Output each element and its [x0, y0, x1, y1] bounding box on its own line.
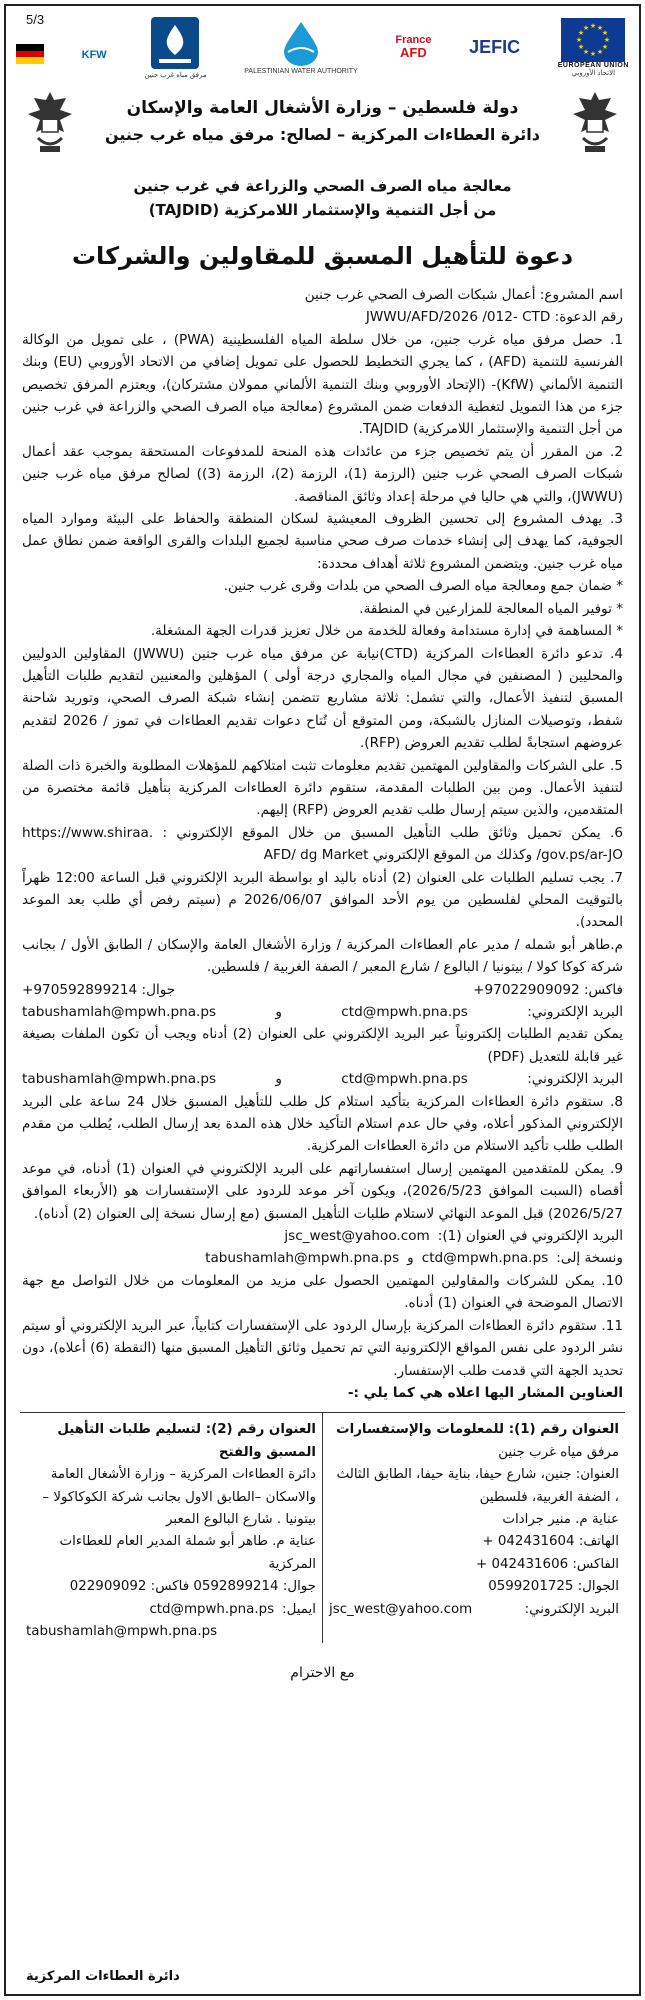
svg-text:★: ★	[578, 28, 585, 37]
email-link[interactable]: tabushamlah@mpwh.pna.ps	[26, 1623, 218, 1639]
paragraph-1: 1. حصل مرفق مياه غرب جنين، من خلال سلطة المياه الفلسطينية (PWA) ، على تمويل من الوكالة الفرنسية للتنمية (AFD) ، كما يجري التخطيط للحصول على تمويل إضافي من الاتحاد الأوروبي (EU) وبنك التنمية الألماني (KfW)- (الإتحاد الأوروبي وبنك التنمية الألماني ممولان مشتركان)، ويعتزم المرفق تخصيص جزء من هذا التمويل لتغطية الدفعات ضمن المشروع (معالجة مياه الصرف الصحي والزراعة في غرب جنين من أجل التنمية والإستثمار اللامركزية) TAJDID.	[22, 331, 623, 438]
email-label: البريد الإلكتروني في العنوان (1):	[437, 1228, 623, 1245]
email-label: البريد الإلكتروني:	[527, 1004, 623, 1020]
jwwu-logo	[144, 15, 206, 79]
address-1-mobile: الجوال: 0599201725	[488, 1579, 619, 1595]
government-header	[6, 84, 639, 168]
address-2-location: دائرة العطاءات المركزية – وزارة الأشغال العامة والاسكان –الطابق الاول بجانب شركة الكوكاكولا – بيتونيا . شارع البالوع المعبر	[42, 1467, 316, 1527]
signoff: مع الاحترام	[290, 1665, 355, 1682]
paragraph-11: 11. ستقوم دائرة العطاءات المركزية بإرسال الردود على الإستفسارات كتابياً، عبر البريد الإلكتروني أو سيتم نشر الردود على نفس المواقع الإلكترونية التي تم تحميل وثائق التأهيل المسبق منها (النقطة (6) أعلاه)، دون تحديد الجهة التي قدمت طلب الإستفسار.	[22, 1317, 624, 1379]
address-2-phone-fax: جوال: 0592899214 فاكس: 022909092	[69, 1579, 316, 1595]
copy-label: ونسخة إلى:	[556, 1250, 623, 1267]
address-2-email-2	[26, 1621, 316, 1643]
email-link[interactable]: ctd@mpwh.pna.ps	[341, 1071, 468, 1088]
and-text: و	[407, 1250, 414, 1267]
paragraph-7: 7. يجب تسليم الطلبات على العنوان (2) أدناه باليد او بواسطة البريد الإلكتروني قبل الساعة 12:00 ظهراً بالتوقيت المحلي لفلسطين من يوم الأحد الموافق 2026/06/07 م (سيتم رفض أي طلب بعد الموعد المحدد).	[22, 869, 624, 931]
palestine-eagle-icon	[569, 88, 621, 158]
svg-text:★: ★	[597, 47, 604, 56]
mobile-number: جوال: 970592899214+	[22, 981, 176, 998]
contact-numbers-row	[22, 979, 623, 1001]
objective-bullet: * المساهمة في إدارة مستدامة وفعالة للخدمة من خلال تعزيز قدرات الجهة المشغلة.	[150, 623, 623, 640]
svg-text:★: ★	[578, 42, 585, 51]
project-title-line1: معالجة مياه الصرف الصحي والزراعة في غرب جنين	[133, 177, 512, 195]
afd-logo	[395, 34, 431, 60]
eu-flag-icon	[561, 18, 625, 62]
kfw-logo	[82, 49, 107, 61]
paragraph-9: 9. يمكن للمتقدمين المهتمين إرسال استفساراتهم على البريد الإلكتروني في العنوان (1) أدناه، في موعد أقصاه (السبت الموافق 2026/5/23)، ويكون آخر موعد للردود على الإستفسارات هو (الأربعاء الموافق 2026/5/27) قبل الموعد النهائي لاستلام طلبات التأهيل المسبق (مع إرسال نسخة إلى العنوان (2) أدناه).	[22, 1160, 623, 1222]
address-1-phone: الهاتف: 042431604 +	[482, 1534, 619, 1550]
paragraph-4: 4. تدعو دائرة العطاءات المركزية (CTD)نيابة عن مرفق مياه غرب جنين (JWWU) المقاولين الدوليين والمحليين ( المصنفين في مجال المياه والمجاري درجة أولى ) المؤهلين والمعنيين لتقديم طلبات التأهيل المسبق لتنفيذ الأعمال، والتي تشمل: ثلاثة مشاريع تتضمن إنشاء شبكة الصرف الصحي، وتوريد شاحنة شفط، وتوصيلات المنازل بالشبكة، ومن المتوقع أن تُتاح دعوات تقديم العطاءات في تموز / 2026 لتقديم عروضهم استجابةً لطلب تقديم العروض (RFP).	[22, 645, 623, 752]
project-title	[6, 168, 639, 222]
pwa-drop-icon	[278, 20, 324, 68]
address-2-column	[20, 1413, 322, 1643]
project-title-line2: من أجل التنمية والإستثمار اللامركزية (TAJDID)	[148, 201, 497, 219]
germany-logo	[16, 44, 44, 64]
address-2-email-row	[26, 1599, 316, 1621]
addresses-intro: العناوين المشار اليها اعلاه هي كما يلي :-	[347, 1384, 623, 1401]
afd-name: AFD	[400, 44, 427, 60]
eu-logo	[558, 18, 629, 77]
email-link[interactable]: jsc_west@yahoo.com	[329, 1601, 473, 1617]
invitation-number: رقم الدعوة: JWWU/AFD/2026 /012- CTD	[365, 309, 623, 326]
department-title: دائرة العطاءات المركزية – لصالح: مرفق مياه غرب جنين	[105, 125, 540, 144]
svg-text:★: ★	[590, 21, 597, 30]
address-1-title: العنوان رقم (1): للمعلومات والإستفسارات	[336, 1422, 619, 1438]
email-note: يمكن تقديم الطلبات إلكترونياً عبر البريد الإلكتروني على العنوان (2) أدناه ويجب أن تكون الملفات بصيغة غير قابلة للتعديل (PDF)	[22, 1026, 624, 1065]
paragraph-8: 8. ستقوم دائرة العطاءات المركزية بتأكيد استلام كل طلب للتأهيل المسبق خلال 24 ساعة على البريد الإلكتروني المذكور أعلاه، وفي حال عدم استلام التأكيد خلال هذه المدة بعد إرسال الطلب، يُطلب من مقدم الطلب طلب تأكيد الاستلام من دائرة العطاءات المركزية.	[22, 1093, 623, 1155]
project-name: اسم المشروع: أعمال شبكات الصرف الصحي غرب جنين	[304, 287, 623, 303]
jefic-label: JEFIC	[469, 36, 521, 57]
email-link[interactable]: ctd@mpwh.pna.ps	[341, 1004, 468, 1020]
email-link[interactable]: tabushamlah@mpwh.pna.ps	[22, 1004, 217, 1020]
jefic-logo	[469, 37, 520, 58]
objective-bullet: * ضمان جمع ومعالجة مياه الصرف الصحي من بلدات وقرى غرب جنين.	[223, 578, 623, 595]
email-link[interactable]: jsc_west@yahoo.com	[284, 1228, 430, 1245]
paragraph-10: 10. يمكن للشركات والمقاولين المهتمين الحصول على مزيد من المعلومات من خلال التواصل مع جهة الاتصال الموضحة في العنوان (1) أدناه.	[22, 1272, 623, 1312]
address-1-email-row	[329, 1599, 619, 1621]
email-row	[22, 1001, 623, 1023]
pwa-caption: PALESTINIAN WATER AUTHORITY	[244, 67, 358, 75]
germany-flag-icon	[16, 44, 44, 64]
address-2-attention: عناية م. طاهر أبو شملة المدير العام للعطاءات المركزية	[59, 1534, 316, 1572]
paragraph-2: 2. من المقرر أن يتم تخصيص جزء من عائدات هذه المنحة للمدفوعات المستحقة بموجب عقد أعمال شبكات الصرف الصحي غرب جنين (الرزمة (1)، الرزمة (2)، الرزمة (3)) لصالح مرفق مياه غرب جنين (JWWU)، والتي هي حاليا في مرحلة إعداد وثائق المناقصة.	[22, 443, 624, 505]
email-link[interactable]: ctd@mpwh.pna.ps	[149, 1601, 275, 1617]
svg-text:★: ★	[583, 23, 590, 32]
address-1-column	[322, 1413, 625, 1643]
svg-text:★: ★	[602, 28, 609, 37]
kfw-label: KFW	[81, 49, 107, 61]
page-number: 5/3	[26, 12, 45, 27]
email-label: ايميل:	[282, 1601, 316, 1617]
email-link[interactable]: ctd@mpwh.pna.ps	[421, 1250, 549, 1267]
svg-text:★: ★	[590, 49, 597, 58]
footer-department: دائرة العطاءات المركزية	[26, 1969, 180, 1984]
submission-address: م.طاهر أبو شمله / مدير عام العطاءات المركزية / وزارة الأشغال العامة والإسكان / الطابق الأول / بجانب شركة كوكا كولا / بيتونيا / البالوع / شارع المعبر / الصفة الغربية / فلسطين.	[22, 936, 623, 976]
address-1-location: العنوان: جنين، شارع حيفا، بناية حيفا، الطابق الثالث ، الضفة الغربية، فلسطين	[336, 1467, 619, 1505]
and-text: و	[275, 1071, 282, 1088]
government-title: دولة فلسطين – وزارة الأشغال العامة والإسكان	[126, 98, 519, 118]
email-row	[22, 1247, 623, 1269]
objective-bullet: * توفير المياه المعالجة للمزارعين في المنطقة.	[359, 600, 623, 617]
email-row	[22, 1225, 623, 1247]
addresses-table	[20, 1412, 625, 1643]
email-link[interactable]: tabushamlah@mpwh.pna.ps	[22, 1071, 217, 1088]
address-2-title: العنوان رقم (2): لتسليم طلبات التأهيل المسبق والفتح	[57, 1422, 316, 1460]
paragraph-3: 3. يهدف المشروع إلى تحسين الظروف المعيشية لسكان المنطقة والحفاظ على البيئة وموارد المياه الجوفية، كما يهدف إلى إنشاء خدمات صرف صحي مناسبة لجميع البلدات والقرى الواقعة ضمن نطاق عمل مياه غرب جنين. ويتضمن المشروع ثلاثة أهداف محددة:	[22, 511, 623, 572]
and-text: و	[275, 1004, 282, 1020]
address-1-fax: الفاكس: 042431606 +	[475, 1556, 619, 1572]
email-label: البريد الإلكتروني:	[524, 1601, 619, 1617]
paragraph-5: 5. على الشركات والمقاولين المهتمين تقديم معلومات تثبت امتلاكهم للمؤهلات المطلوبة والخبرة ذات الصلة لتنفيذ الأعمال. ومن بين الطلبات المقدمة، ستقوم دائرة العطاءات المركزية بتأهيل قائمة مختصرة من المتقدمين، والذين سيتم إرسال طلب تقديم العروض (RFP) إليهم.	[22, 757, 623, 819]
afd-france-label: France	[395, 33, 432, 46]
tender-notice-page	[4, 4, 641, 1996]
pwa-logo	[244, 20, 357, 75]
address-1-attention: عناية م. منير جرادات	[502, 1511, 619, 1527]
svg-text:★: ★	[576, 35, 583, 44]
svg-text:★: ★	[583, 47, 590, 56]
notice-main-title: دعوة للتأهيل المسبق للمقاولين والشركات	[71, 242, 574, 270]
svg-text:★: ★	[602, 42, 609, 51]
svg-text:★: ★	[604, 35, 611, 44]
email-link[interactable]: tabushamlah@mpwh.pna.ps	[205, 1250, 400, 1267]
svg-text:★: ★	[597, 23, 604, 32]
address-1-name: مرفق مياه غرب جنين	[498, 1444, 619, 1460]
fax-number: فاكس: 97022909092+	[473, 981, 623, 998]
eu-caption: EUROPEAN UNION	[557, 61, 629, 69]
paragraph-6: 6. يمكن تحميل وثائق طلب التأهيل المسبق من خلال الموقع الإلكتروني : https://www.shiraa. gov.ps/ar-JO/ وكذلك من الموقع الإلكتروني AFD/ dg Market	[22, 824, 623, 864]
notice-body	[6, 284, 639, 1404]
logo-strip	[6, 6, 639, 84]
jwwu-caption: مرفق مياه غرب جنين	[144, 72, 207, 79]
palestine-eagle-icon	[24, 88, 76, 158]
email-label: البريد الإلكتروني:	[527, 1071, 623, 1088]
eu-caption-ar: الاتحاد الأوروبي	[571, 69, 616, 77]
jwwu-emblem-icon	[149, 15, 201, 71]
email-row	[22, 1068, 623, 1090]
